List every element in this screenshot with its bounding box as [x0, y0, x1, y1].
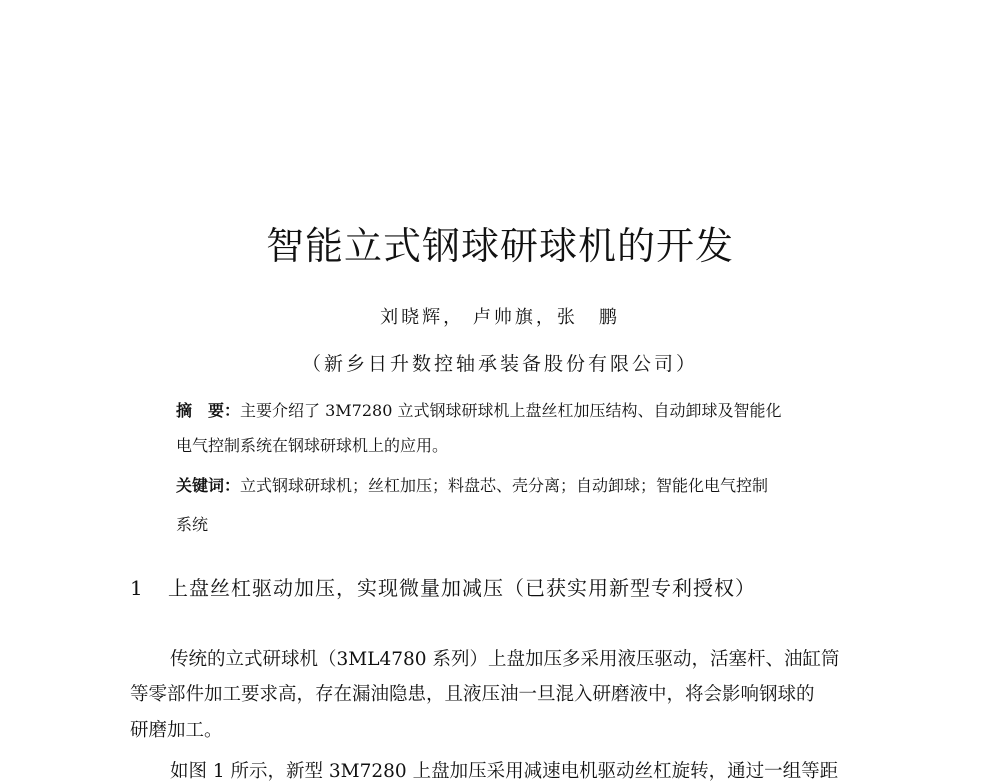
section-number: 1: [130, 576, 144, 600]
section-title: 上盘丝杠驱动加压，实现微量加减压（已获实用新型专利授权）: [168, 576, 756, 600]
paper-title: 智能立式钢球研球机的开发: [265, 224, 734, 268]
keywords-label: 关键词：: [176, 476, 241, 495]
paragraph-2-line-1: 如图 1 所示，新型 3M7280 上盘加压采用减速电机驱动丝杠旋转，通过一组等距: [170, 761, 839, 782]
paragraph-1-line-2: 等零部件加工要求高，存在漏油隐患，且液压油一旦混入研磨液中，将会影响钢球的: [130, 684, 815, 705]
keywords-line-1: [176, 473, 768, 496]
paragraph-1-line-3: 研磨加工。: [130, 720, 223, 741]
keywords-text-1: 立式钢球研球机；丝杠加压；料盘芯、壳分离；自动卸球；智能化电气控制: [240, 476, 769, 495]
paper-authors: 刘晓辉， 卢帅旗，张 鹏: [380, 307, 620, 328]
section-1-heading: [130, 572, 756, 601]
paragraph-1-line-1: 传统的立式研球机（3ML4780 系列）上盘加压多采用液压驱动，活塞杆、油缸筒: [170, 649, 840, 670]
abstract-line-2: 电气控制系统在钢球研球机上的应用。: [176, 436, 449, 455]
abstract-text-1: 主要介绍了 3M7280 立式钢球研球机上盘丝杠加压结构、自动卸球及智能化: [240, 401, 782, 420]
abstract-label: 摘 要：: [176, 401, 241, 420]
keywords-line-2: 系统: [176, 515, 209, 534]
paper-affiliation: （新乡日升数控轴承装备股份有限公司）: [301, 353, 698, 375]
abstract-line-1: [176, 398, 781, 421]
